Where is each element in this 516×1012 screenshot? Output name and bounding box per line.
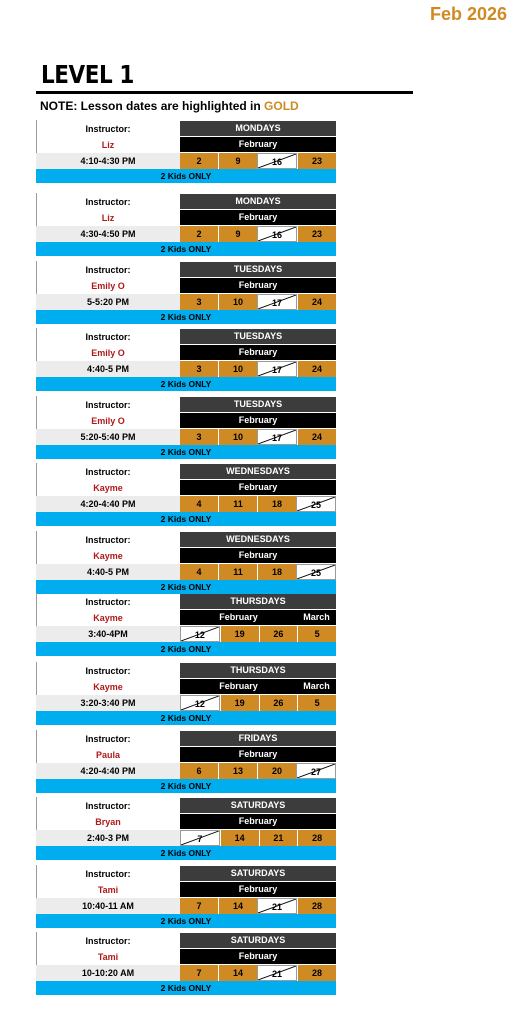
date-number: 21	[271, 902, 282, 912]
instructor-name: Liz	[101, 140, 115, 150]
kids-note: 2 Kids ONLY	[36, 580, 336, 594]
date-number: 26	[273, 698, 284, 708]
instructor-name: Bryan	[95, 817, 121, 827]
instructor-name: Kayme	[93, 613, 123, 623]
instructor-label: Instructor:	[85, 734, 131, 744]
class-time: 4:40-5 PM	[36, 564, 180, 580]
date-cell-lesson	[297, 153, 336, 169]
date-cell-lesson	[297, 294, 336, 310]
date-number: 17	[271, 433, 282, 443]
kids-note: 2 Kids ONLY	[36, 914, 336, 928]
date-cell-lesson	[218, 496, 257, 512]
instructor-label: Instructor:	[85, 869, 131, 879]
kids-note: 2 Kids ONLY	[36, 310, 336, 324]
class-time: 4:20-4:40 PM	[36, 763, 180, 779]
day-header: MONDAYS	[180, 121, 336, 136]
instructor-label: Instructor:	[85, 467, 131, 477]
day-header: WEDNESDAYS	[180, 532, 336, 547]
date-number: 9	[235, 229, 241, 239]
date-number: 17	[271, 365, 282, 375]
instructor-name: Emily O	[91, 416, 125, 426]
date-cell-no-lesson	[257, 965, 297, 981]
date-cell-lesson	[259, 830, 298, 846]
class-block	[36, 593, 336, 656]
date-number: 24	[311, 364, 322, 374]
date-number: 6	[196, 766, 202, 776]
date-number: 25	[310, 500, 321, 510]
month-name: February	[238, 951, 278, 961]
date-number: 23	[311, 156, 322, 166]
month-header	[180, 679, 336, 694]
date-cell-lesson	[218, 226, 257, 242]
date-cell-lesson	[297, 965, 336, 981]
date-row	[180, 361, 336, 377]
date-row	[180, 965, 336, 981]
date-number: 11	[233, 567, 243, 577]
date-cell-lesson	[218, 361, 257, 377]
date-number: 3	[196, 364, 202, 374]
date-cell-lesson	[218, 898, 257, 914]
month-name: February	[238, 415, 278, 425]
date-number: 4	[196, 499, 202, 509]
date-number: 18	[271, 499, 282, 509]
date-number: 25	[310, 568, 321, 578]
date-cell-lesson	[218, 153, 257, 169]
class-time: 4:40-5 PM	[36, 361, 180, 377]
date-row	[180, 226, 336, 242]
date-cell-lesson	[297, 695, 336, 711]
class-time: 4:20-4:40 PM	[36, 496, 180, 512]
date-row	[180, 294, 336, 310]
class-block	[36, 396, 336, 459]
date-row	[180, 429, 336, 445]
date-number: 12	[194, 630, 205, 640]
month-name: February	[238, 212, 278, 222]
month-header	[180, 882, 336, 897]
note	[40, 99, 299, 113]
date-number: 27	[310, 767, 321, 777]
date-number: 11	[233, 499, 243, 509]
note-text: NOTE: Lesson dates are highlighted in	[40, 99, 265, 113]
date-row	[180, 695, 336, 711]
day-header: THURSDAYS	[180, 663, 336, 678]
date-row	[180, 496, 336, 512]
date-number: 28	[311, 901, 322, 911]
date-number: 3	[196, 297, 202, 307]
date-number: 21	[271, 969, 282, 979]
instructor-label: Instructor:	[85, 597, 131, 607]
date-cell-no-lesson	[296, 763, 336, 779]
date-cell-lesson	[220, 830, 259, 846]
kids-note: 2 Kids ONLY	[36, 779, 336, 793]
date-cell-lesson	[180, 965, 218, 981]
month-name: February	[219, 681, 258, 691]
date-row	[180, 898, 336, 914]
date-row	[180, 830, 336, 846]
instructor-name: Emily O	[91, 348, 125, 358]
date-number: 5	[314, 698, 320, 708]
month-name: February	[238, 816, 278, 826]
date-number: 23	[311, 229, 322, 239]
date-number: 28	[312, 833, 323, 843]
month-header	[180, 345, 336, 360]
date-number: 10	[232, 297, 243, 307]
month-header	[180, 610, 336, 625]
day-header: TUESDAYS	[180, 262, 336, 277]
date-number: 2	[196, 229, 202, 239]
date-cell-no-lesson	[257, 361, 297, 377]
date-cell-lesson	[259, 626, 298, 642]
date-number: 9	[235, 156, 241, 166]
class-block	[36, 328, 336, 391]
class-time: 5-5:20 PM	[36, 294, 180, 310]
date-row	[180, 763, 336, 779]
month-name: February	[238, 749, 278, 759]
date-number: 12	[194, 699, 205, 709]
instructor-label: Instructor:	[85, 124, 131, 134]
date-cell-lesson	[180, 564, 218, 580]
day-header: THURSDAYS	[180, 594, 336, 609]
date-cell-lesson	[218, 965, 257, 981]
day-header: SATURDAYS	[180, 798, 336, 813]
instructor-name: Tami	[97, 952, 119, 962]
instructor-label: Instructor:	[85, 936, 131, 946]
day-header: FRIDAYS	[180, 731, 336, 746]
month-name: February	[238, 347, 278, 357]
date-cell-no-lesson	[180, 830, 220, 846]
class-block	[36, 865, 336, 928]
date-number: 14	[232, 901, 243, 911]
date-number: 19	[234, 698, 245, 708]
instructor-name: Kayme	[93, 483, 123, 493]
date-number: 2	[196, 156, 202, 166]
kids-note: 2 Kids ONLY	[36, 169, 336, 183]
date-number: 7	[197, 834, 203, 844]
date-number: 28	[311, 968, 322, 978]
month-label: Feb 2026	[429, 4, 507, 24]
month-header	[180, 814, 336, 829]
instructor-label: Instructor:	[85, 400, 131, 410]
date-number: 24	[311, 297, 322, 307]
date-cell-lesson	[220, 695, 259, 711]
date-cell-no-lesson	[257, 429, 297, 445]
month-header	[180, 747, 336, 762]
kids-note: 2 Kids ONLY	[36, 242, 336, 256]
class-block	[36, 193, 336, 256]
kids-note: 2 Kids ONLY	[36, 377, 336, 391]
kids-note: 2 Kids ONLY	[36, 512, 336, 526]
month-name: February	[238, 139, 278, 149]
class-block	[36, 531, 336, 594]
class-time: 3:40-4PM	[36, 626, 180, 642]
instructor-label: Instructor:	[85, 535, 131, 545]
date-number: 3	[196, 432, 202, 442]
date-cell-lesson	[218, 763, 257, 779]
instructor-label: Instructor:	[85, 197, 131, 207]
date-number: 14	[234, 833, 245, 843]
date-cell-no-lesson	[180, 695, 220, 711]
date-cell-no-lesson	[180, 626, 220, 642]
month-name: February	[238, 884, 278, 894]
date-number: 24	[311, 432, 322, 442]
kids-note: 2 Kids ONLY	[36, 846, 336, 860]
date-cell-no-lesson	[257, 898, 297, 914]
date-cell-lesson	[180, 429, 218, 445]
month-name: March	[303, 681, 330, 691]
date-number: 18	[271, 567, 282, 577]
date-cell-lesson	[257, 763, 296, 779]
month-header	[180, 413, 336, 428]
date-cell-lesson	[180, 496, 218, 512]
date-number: 14	[232, 968, 243, 978]
date-row	[180, 626, 336, 642]
date-cell-lesson	[297, 626, 336, 642]
title-rule	[36, 91, 413, 94]
date-cell-lesson	[180, 294, 218, 310]
date-cell-no-lesson	[257, 153, 297, 169]
date-number: 21	[273, 833, 284, 843]
date-cell-lesson	[180, 763, 218, 779]
day-header: SATURDAYS	[180, 933, 336, 948]
instructor-label: Instructor:	[85, 666, 131, 676]
date-cell-no-lesson	[296, 564, 336, 580]
date-number: 26	[273, 629, 284, 639]
day-header: MONDAYS	[180, 194, 336, 209]
date-number: 7	[196, 968, 202, 978]
month-header	[180, 949, 336, 964]
note-highlight: GOLD	[264, 99, 299, 113]
date-number: 5	[314, 629, 320, 639]
instructor-name: Tami	[97, 885, 119, 895]
class-time: 10:40-11 AM	[36, 898, 180, 914]
month-header	[180, 210, 336, 225]
instructor-name: Emily O	[91, 281, 125, 291]
class-time: 10-10:20 AM	[36, 965, 180, 981]
instructor-label: Instructor:	[85, 801, 131, 811]
level-title: LEVEL 1	[41, 60, 134, 89]
date-number: 13	[232, 766, 243, 776]
instructor-name: Kayme	[93, 551, 123, 561]
month-name: February	[219, 612, 258, 622]
class-block	[36, 730, 336, 793]
date-cell-lesson	[218, 294, 257, 310]
date-cell-lesson	[297, 226, 336, 242]
class-time: 4:30-4:50 PM	[36, 226, 180, 242]
instructor-label: Instructor:	[85, 332, 131, 342]
month-header	[180, 480, 336, 495]
date-row	[180, 564, 336, 580]
date-cell-lesson	[180, 226, 218, 242]
date-number: 10	[232, 364, 243, 374]
class-block	[36, 261, 336, 324]
class-time: 3:20-3:40 PM	[36, 695, 180, 711]
date-cell-lesson	[257, 564, 296, 580]
date-number: 4	[196, 567, 202, 577]
date-cell-lesson	[220, 626, 259, 642]
instructor-name: Kayme	[93, 682, 123, 692]
day-header: SATURDAYS	[180, 866, 336, 881]
date-cell-lesson	[218, 429, 257, 445]
date-cell-lesson	[259, 695, 298, 711]
class-block	[36, 662, 336, 725]
date-number: 16	[271, 230, 282, 240]
instructor-label: Instructor:	[85, 265, 131, 275]
date-cell-lesson	[218, 564, 257, 580]
date-cell-lesson	[297, 830, 336, 846]
date-number: 16	[271, 157, 282, 167]
date-cell-no-lesson	[257, 294, 297, 310]
class-time: 4:10-4:30 PM	[36, 153, 180, 169]
instructor-name: Paula	[95, 750, 120, 760]
date-number: 19	[234, 629, 245, 639]
date-cell-lesson	[297, 429, 336, 445]
kids-note: 2 Kids ONLY	[36, 642, 336, 656]
date-cell-lesson	[297, 898, 336, 914]
month-name: February	[238, 280, 278, 290]
kids-note: 2 Kids ONLY	[36, 981, 336, 995]
date-number: 7	[196, 901, 202, 911]
date-cell-lesson	[180, 898, 218, 914]
day-header: TUESDAYS	[180, 329, 336, 344]
class-block	[36, 932, 336, 995]
date-cell-lesson	[180, 361, 218, 377]
instructor-name: Liz	[101, 213, 115, 223]
class-block	[36, 797, 336, 860]
date-number: 10	[232, 432, 243, 442]
date-cell-lesson	[257, 496, 296, 512]
class-block	[36, 120, 336, 183]
month-name: February	[238, 550, 278, 560]
day-header: TUESDAYS	[180, 397, 336, 412]
month-name: March	[303, 612, 330, 622]
day-header: WEDNESDAYS	[180, 464, 336, 479]
class-time: 5:20-5:40 PM	[36, 429, 180, 445]
date-number: 17	[271, 298, 282, 308]
date-number: 20	[271, 766, 282, 776]
date-cell-lesson	[180, 153, 218, 169]
date-row	[180, 153, 336, 169]
class-block	[36, 463, 336, 526]
month-header	[180, 137, 336, 152]
month-header	[180, 278, 336, 293]
class-time: 2:40-3 PM	[36, 830, 180, 846]
date-cell-no-lesson	[257, 226, 297, 242]
kids-note: 2 Kids ONLY	[36, 445, 336, 459]
date-cell-lesson	[297, 361, 336, 377]
kids-note: 2 Kids ONLY	[36, 711, 336, 725]
date-cell-no-lesson	[296, 496, 336, 512]
month-name: February	[238, 482, 278, 492]
month-header	[180, 548, 336, 563]
